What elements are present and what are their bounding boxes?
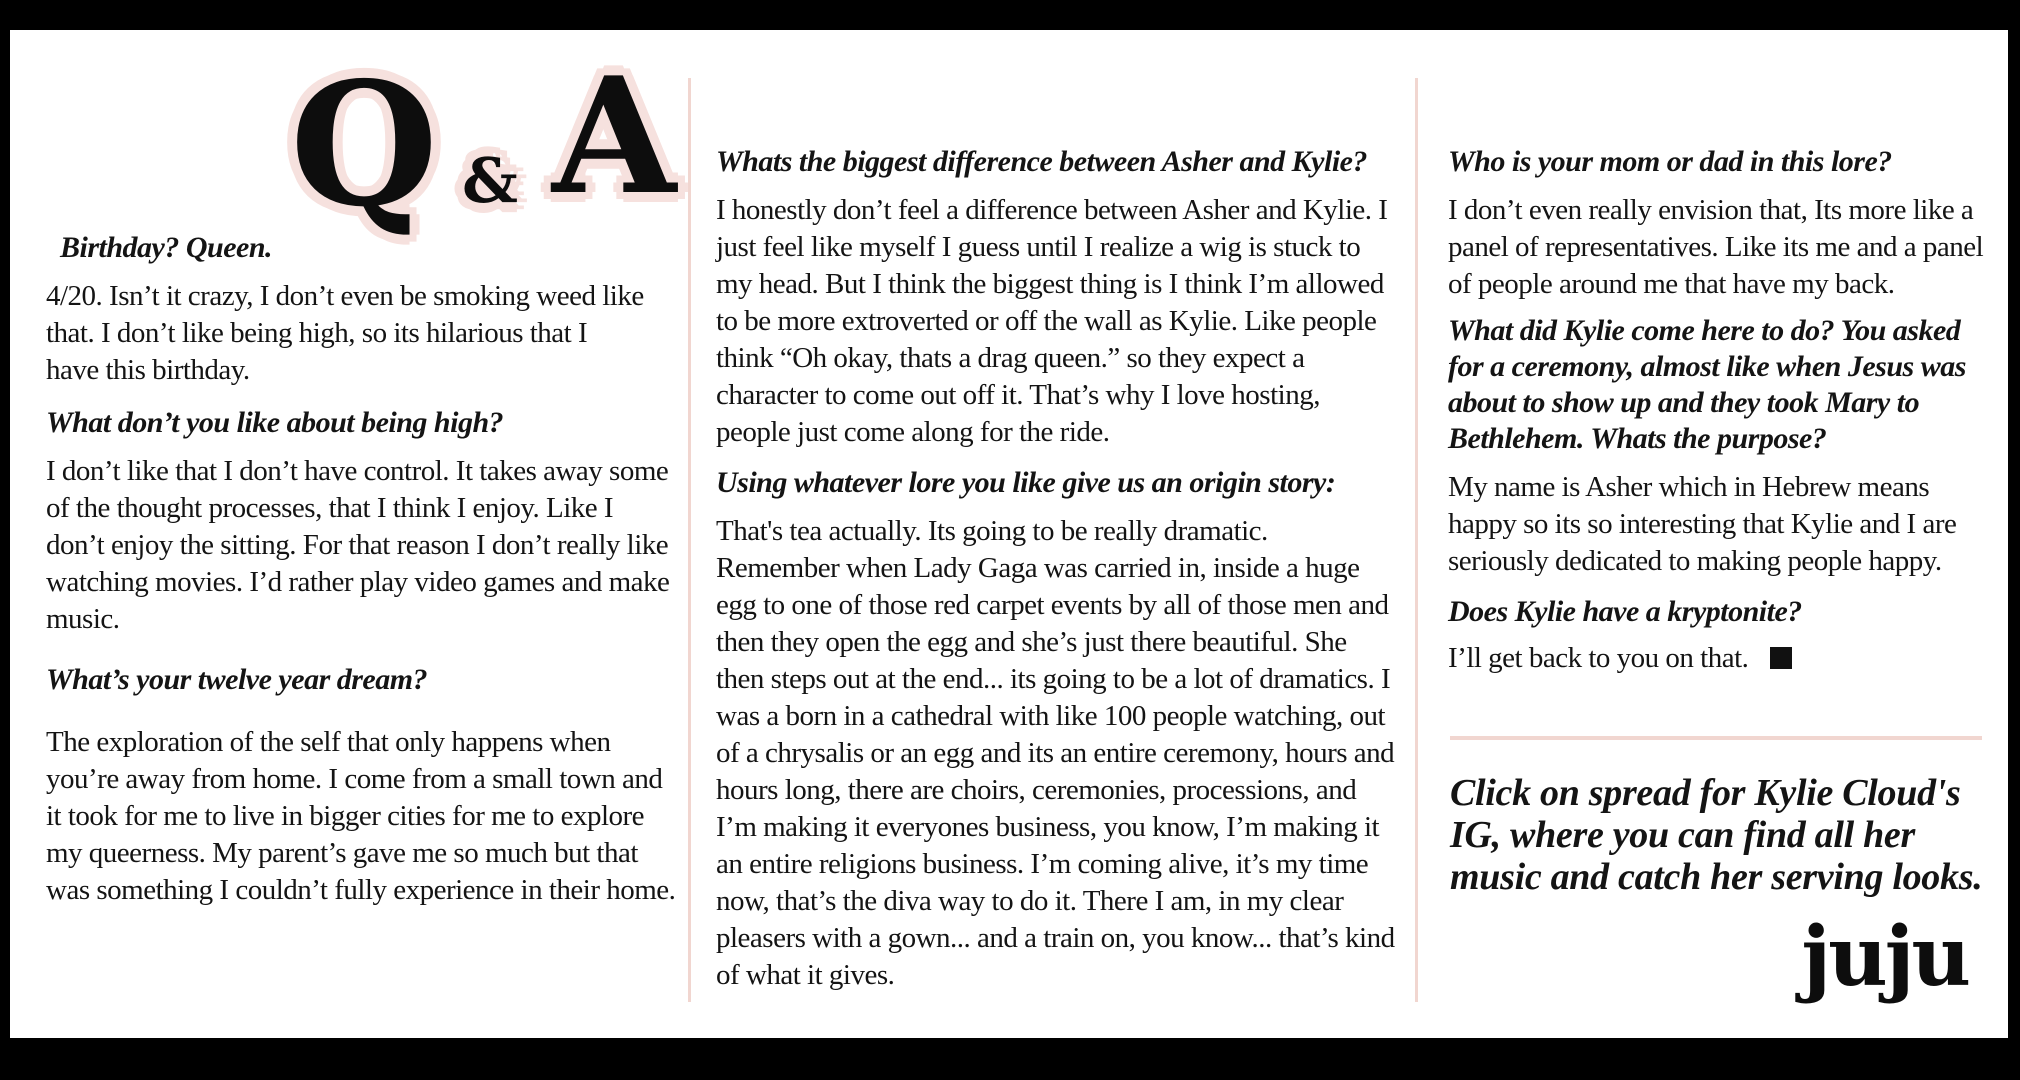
answer-kryptonite: I’ll get back to you on that. [1448, 642, 1749, 674]
question-mom-or-dad: Who is your mom or dad in this lore? [1448, 145, 1892, 178]
magazine-spread[interactable] [10, 30, 2008, 1038]
question-kryptonite: Does Kylie have a kryptonite? [1448, 595, 1802, 628]
answer-being-high: I don’t like that I don’t have control. It takes away some of the thought processes, that I think I enjoy. Like I don’t enjoy the sitting. For that reason I don’t really like watching movies. I’d rather play video games and make music. [46, 455, 670, 635]
question-origin-story: Using whatever lore you like give us an origin story: [716, 466, 1336, 499]
promo-text[interactable]: Click on spread for Kylie Cloud's IG, where you can find all her music and catch her serving looks. [1450, 772, 1983, 898]
title-q: Q [290, 45, 439, 245]
left-column [46, 230, 676, 909]
answer-twelve-year-dream: The exploration of the self that only happens when you’re away from home. I come from a small town and it took for me to live in bigger cities for me to explore my queerness. My parent’s gave me so much but that was something I couldn’t fully experience in their home. [46, 726, 676, 906]
answer-purpose: My name is Asher which in Hebrew means happy so its so interesting that Kylie and I are seriously dedicated to making people happy. [1448, 471, 1957, 577]
juju-logo: juju [1801, 909, 1968, 1005]
promo-block[interactable] [1450, 772, 1990, 898]
answer-mom-or-dad: I don’t even really envision that, Its more like a panel of representatives. Like its me and a panel of people around me that have my back. [1448, 194, 1984, 300]
title-ampersand: & [462, 144, 518, 217]
question-purpose: What did Kylie come here to do? You asked for a ceremony, almost like when Jesus was about to show up and they took Mary to Bethlehem. Whats the purpose? [1448, 314, 1966, 455]
answer-kryptonite-row [1448, 640, 1998, 677]
question-twelve-year-dream: What’s your twelve year dream? [46, 663, 428, 696]
column-divider-left [688, 78, 691, 1002]
column-divider-right [1415, 78, 1418, 1002]
question-being-high: What don’t you like about being high? [46, 406, 504, 439]
answer-asher-vs-kylie: I honestly don’t feel a difference between Asher and Kylie. I just feel like myself I guess until I realize a wig is stuck to my head. But I think the biggest thing is I think I’m allowed to be more extroverted or off the wall as Kylie. Like people think “Oh okay, thats a drag queen.” so they expect a character to come out off it. That’s why I love hosting, people just come along for the ride. [716, 194, 1388, 448]
right-column [1448, 144, 1998, 677]
title-a: A [552, 42, 677, 230]
promo-rule [1450, 736, 1982, 740]
qa-title [290, 42, 690, 260]
question-birthday: Birthday? Queen. [60, 231, 273, 264]
middle-column [716, 144, 1396, 994]
answer-origin-story: That's tea actually. Its going to be really dramatic. Remember when Lady Gaga was carried in, inside a huge egg to one of those red carpet events by all of those men and then they open the egg and she’s just there beautiful. She then steps out at the end... its going to be a lot of dramatics. I was a born in a cathedral with like 100 people watching, out of a chrysalis or an egg and its an entire ceremony, hours and hours long, there are choirs, ceremonies, processions, and I’m making it everyones business, you know, I’m making it an entire religions business. I’m coming alive, it’s my time now, that’s the diva way to do it. There I am, in my clear pleasers with a gown... and a train on, you know... that’s kind of what it gives. [716, 515, 1395, 991]
answer-birthday: 4/20. Isn’t it crazy, I don’t even be smoking weed like that. I don’t like being high, so its hilarious that I have this birthday. [46, 280, 644, 386]
question-asher-vs-kylie: Whats the biggest difference between Asher and Kylie? [716, 145, 1367, 178]
end-mark-icon [1770, 647, 1792, 669]
